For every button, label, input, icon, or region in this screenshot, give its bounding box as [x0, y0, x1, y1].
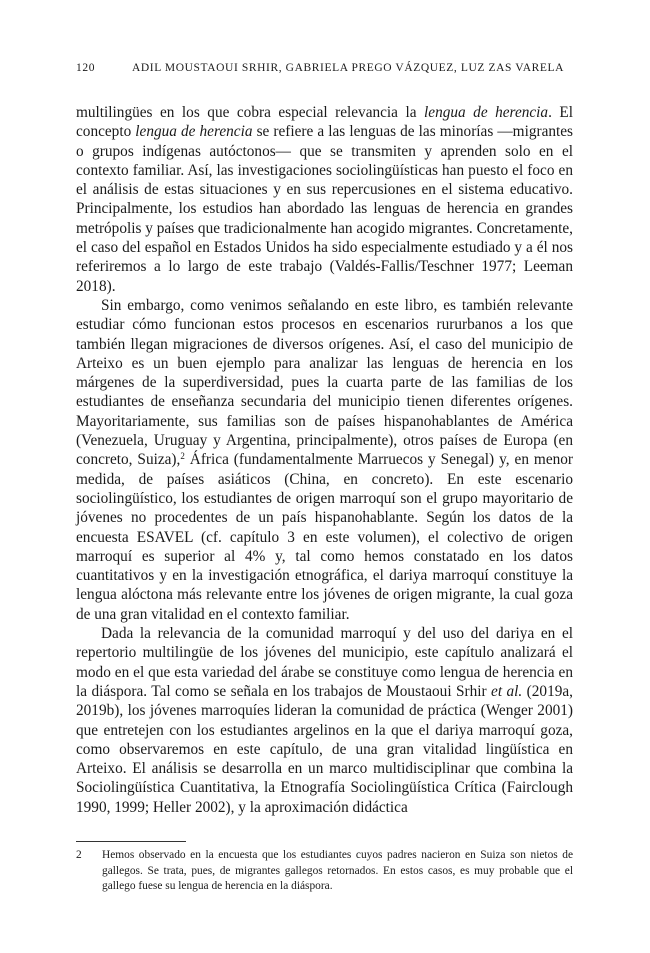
- term-lengua-de-herencia: lengua de herencia: [424, 104, 549, 121]
- body-text: [76, 103, 573, 817]
- footnote-text: Hemos observado en la encuesta que los estudiantes cuyos padres nacieron en Suiza son nietos de gallegos. Se trata, pues, de migrantes gallegos retornados. En estos casos, es muy probable que el gallego fuese su lengua de herencia en la diáspora.: [102, 849, 573, 892]
- term-lengua-de-herencia-2: lengua de herencia: [135, 123, 253, 141]
- paragraph-2: [76, 296, 573, 624]
- footnote-reference[interactable]: 2: [180, 451, 185, 462]
- running-header: [76, 62, 576, 80]
- paragraph-3: [76, 624, 573, 817]
- paragraph-2-text-a: Sin embargo, como venimos señalando en este libro, es también relevante estudiar cómo funcionan estos procesos en escenarios rururbanos a los que también llegan migraciones de diversos orígenes. Así, el caso del municipio de Arteixo es un buen ejemplo para analizar las lenguas de herencia en los márgenes de la superdiversidad, pues la cuarta parte de las familias de los estudiantes de enseñanza secundaria del municipio tienen diferentes orígenes. Mayoritariamente, sus familias son de países hispanohablantes de América (Venezuela, Uruguay y Argentina, principalmente), otros países de Europa (en concreto, Suiza),: [76, 296, 573, 469]
- footnote-divider: [76, 841, 186, 842]
- et-al-italic: et al.: [491, 682, 523, 700]
- page-number: 120: [76, 62, 96, 74]
- running-head-authors: ADIL MOUSTAOUI SRHIR, GABRIELA PREGO VÁZQUEZ, LUZ ZAS VARELA: [132, 62, 565, 74]
- paragraph-1-text-b: . El concepto: [76, 104, 574, 141]
- paragraph-3-text-a: Dada la relevancia de la comunidad marroquí y del uso del dariya en el repertorio multilingüe de los jóvenes del municipio, este capítulo analizará el modo en el que esta variedad del árabe se constituye como lengua de herencia en la diáspora. Tal como se señala en los trabajos de Moustaoui Srhir: [76, 625, 573, 700]
- footnote: [76, 848, 573, 895]
- footnote-number: 2: [76, 849, 82, 861]
- paragraph-3-text-b: (2019a, 2019b), los jóvenes marroquíes lideran la comunidad de práctica (Wenger 2001) que entretejen con los estudiantes argelinos en la que el dariya marroquí goza, como observaremos en este capítulo, de una gran vitalidad lingüística en Arteixo. El análisis se desarrolla en un marco multidisciplinar que combina la Sociolingüística Cuantitativa, la Etnografía Sociolingüística Crítica (Fairclough 1990, 1999; Heller 2002), y la aproximación didáctica: [76, 682, 573, 816]
- paragraph-1-text-c: se refiere a las lenguas de las minorías —migrantes o grupos indígenas autóctonos— que se transmiten y aprenden solo en el contexto familiar. Así, las investigaciones sociolingüísticas han puesto el foco en el análisis de estas situaciones y en sus repercusiones en el sistema educativo. Principalmente, los estudios han abordado las lenguas de herencia en grandes metrópolis y países que tradicionalmente han acogido migrantes. Concretamente, el caso del español en Estados Unidos ha sido especialmente estudiado y a él nos referiremos a lo largo de este trabajo (Valdés-Fallis/Teschner 1977; Leeman 2018).: [76, 123, 573, 295]
- paragraph-2-text-b: África (fundamentalmente Marruecos y Senegal) y, en menor medida, de países asiáticos (China, en concreto). En este escenario sociolingüístico, los estudiantes de origen marroquí son el grupo mayoritario de jóvenes no procedentes de un país hispanohablante. Según los datos de la encuesta ESAVEL (cf. capítulo 3 en este volumen), el colectivo de origen marroquí es superior al 4% y, tal como hemos constatado en los datos cuantitativos y en la investigación etnográfica, el dariya marroquí constituye la lengua alóctona más relevante entre los jóvenes de origen migrante, la cual goza de una gran vitalidad en el contexto familiar.: [76, 451, 573, 623]
- paragraph-1-text-a: multilingües en los que cobra especial relevancia la: [76, 104, 425, 121]
- paragraph-1: [76, 103, 573, 296]
